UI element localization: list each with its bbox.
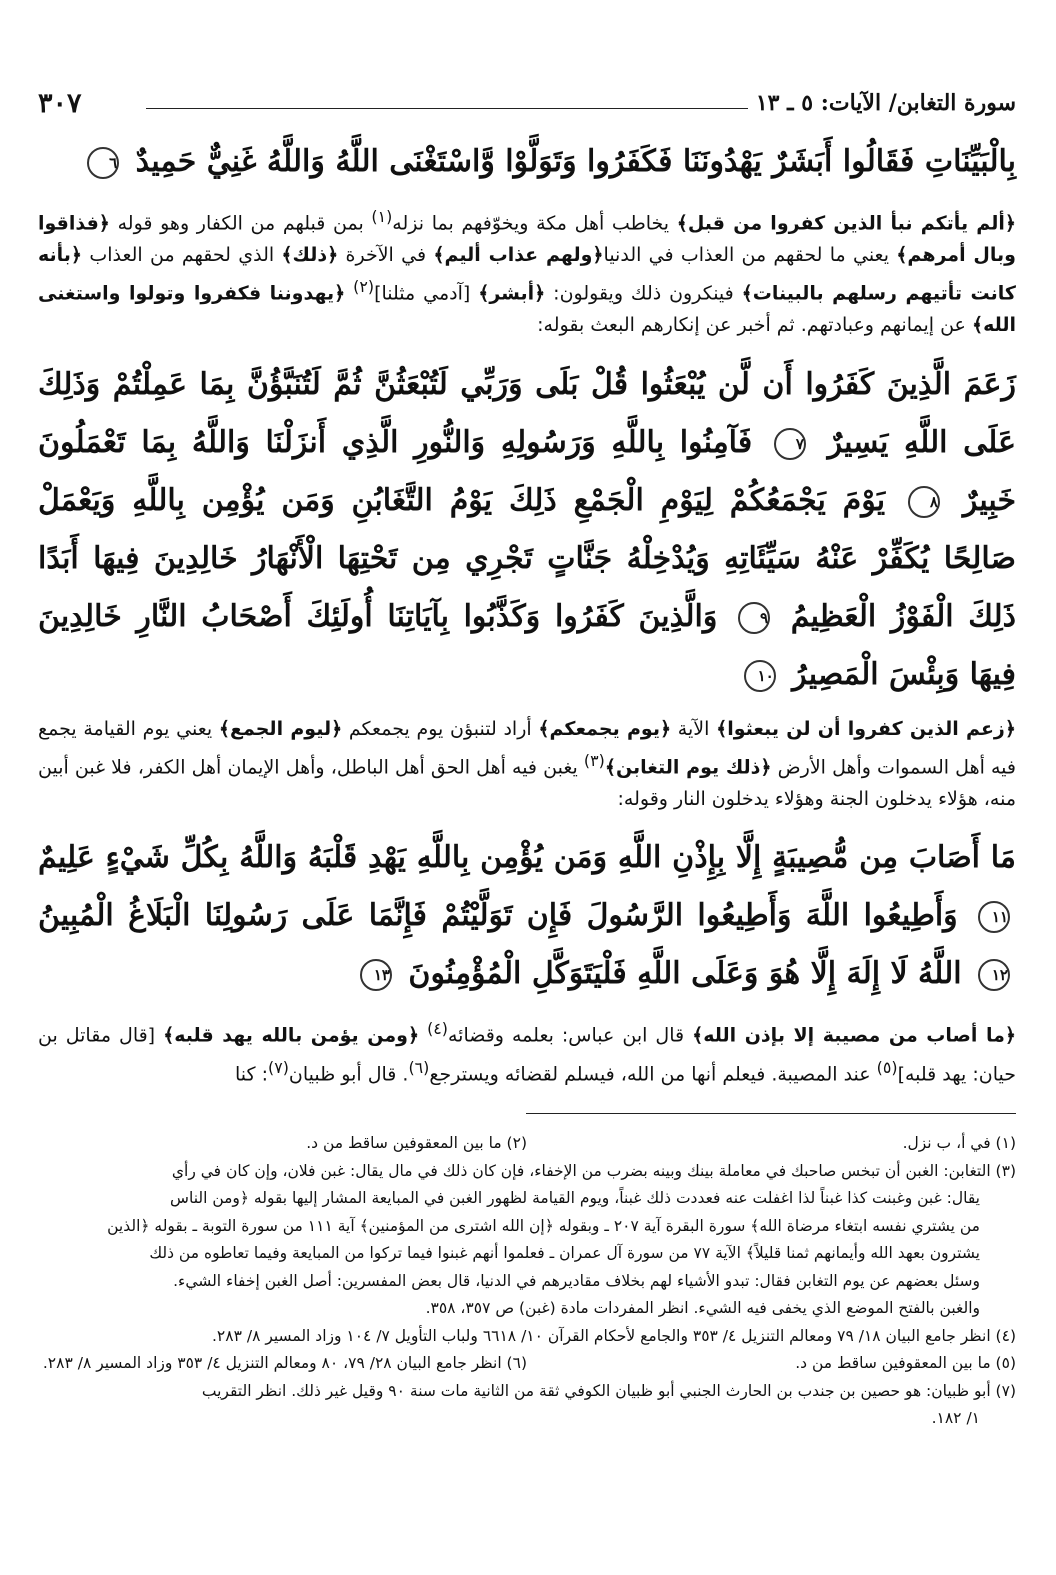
page-body [38,133,1016,1433]
commentary-text: [آدمي مثلنا] [374,282,479,305]
commentary-text: : كنا [235,1063,269,1086]
footnote: (٤) انظر جامع البيان ١٨/ ٧٩ ومعالم التنزيل ٤/ ٣٥٣ والجامع لأحكام القرآن ١٠/ ٦٦١٨ ولباب التأويل ٧/ ١٠٤ وزاد المسير ٨/ ٢٨٣. [211,1326,1016,1345]
commentary-text: بمن قبلهم من الكفار وهو قوله [109,212,372,235]
verse-end-marker: ٩ [738,602,770,634]
quote: ﴿ليوم الجمع﴾ [218,717,343,740]
verse-text: بِالْبَيِّنَاتِ فَقَالُوا أَبَشَرٌ يَهْدُونَنَا فَكَفَرُوا وَتَوَلَّوْا وَّاسْتَغْنَى اللَّهُ وَاللَّهُ غَنِيٌّ حَمِيدٌ [135,144,1016,179]
commentary-paragraph [38,201,1016,342]
commentary-text: [قال مقاتل بن حيان: يهد قلبه] [38,1024,1016,1086]
commentary-text [345,283,353,305]
footnote-continuation: يقال: غبن وغبنت كذا غبناً لذا اغفلت عنه فعددت ذلك غبناً، ويوم القيامة لظهور الغبن في المبايعة المشار إليها بقوله ﴿ومن الناس [170,1189,980,1208]
commentary-text [419,1025,427,1047]
verse-text: مَا أَصَابَ مِن مُّصِيبَةٍ إِلَّا بِإِذْنِ اللَّهِ وَمَن يُؤْمِن بِاللَّهِ يَهْدِ قَلْبَهُ وَاللَّهُ بِكُلِّ شَيْءٍ عَلِيمٌ [38,840,1016,876]
footnote: (١) في أ، ب نزل. [902,1134,1016,1153]
verse-block [38,133,1016,191]
commentary-text: يغبن فيه أهل الحق أهل الباطل، وأهل الإيمان أهل الكفر، فلا غبن أبين منه، هؤلاء يدخلون الجنة وهؤلاء يدخلون النار وقوله: [38,756,1016,810]
quote: ﴿ولهم عذاب أليم﴾ [433,243,604,266]
quote: ﴿يهدوننا فكفروا وتولوا واستغنى الله﴾ [38,282,1016,337]
footnote-ref: (٢) [353,277,375,297]
footnote: (٥) ما بين المعقوفين ساقط من د. [795,1354,1016,1373]
verse-text: اللَّهُ لَا إِلَهَ إِلَّا هُوَ وَعَلَى اللَّهِ فَلْيَتَوَكَّلِ الْمُؤْمِنُونَ [408,956,962,992]
commentary-text: يعني يوم القيامة يجمع فيه أهل السموات وأهل الأرض [38,717,1016,779]
footnotes [38,1130,1016,1433]
footnote-continuation: وسئل بعضهم عن يوم التغابن فقال: تبدو الأشياء لهم بخلاف مقاديرهم في الدنيا، قال بعض المفسرين: أصل الغبن إخفاء الشيء. [173,1271,980,1290]
footnote-continuation: يشترون بعهد الله وأيمانهم ثمنا قليلاً﴾ الآية ٧٧ من سورة آل عمران ـ فعلموا أنهم غبنوا فيما تركوا من المبايعة وفيما تعاطوه من ذلك [149,1244,980,1263]
footnote: (٧) أبو ظبيان: هو حصين بن جندب بن الحارث الجنبي أبو ظبيان الكوفي ثقة من الثانية مات سنة ٩٠ وقيل غير ذلك. انظر التقريب [201,1381,1016,1400]
commentary-text: الذي لحقهم من العذاب [82,243,282,266]
quote: ﴿فذاقوا وبال أمرهم﴾ [38,212,1016,266]
verse-text: وَالَّذِينَ كَفَرُوا وَكَذَّبُوا بِآيَاتِنَا أُولَئِكَ أَصْحَابُ النَّارِ خَالِدِينَ فِيهَا وَبِئْسَ الْمَصِيرُ [38,598,1016,692]
quote: ﴿ذلك﴾ [281,243,339,266]
footnote-continuation: من يشتري نفسه ابتغاء مرضاة الله﴾ سورة البقرة آية ٢٠٧ ـ وبقوله ﴿إن الله اشترى من المؤمنين﴾ آية ١١١ من سورة التوبة ـ بقوله ﴿الذين [107,1216,980,1235]
footnote-ref: (٦) [408,1058,430,1078]
verse-end-marker: ٦ [87,147,119,179]
commentary-text: عن إيمانهم وعبادتهم. ثم أخبر عن إنكارهم البعث بقوله: [537,314,972,337]
quote: ﴿زعم الذين كفروا أن لن يبعثوا﴾ [716,717,1017,740]
verse-text: يَوْمَ يَجْمَعُكُمْ لِيَوْمِ الْجَمْعِ ذَلِكَ يَوْمُ التَّغَابُنِ وَمَن يُؤْمِن بِاللَّهِ وَيَعْمَلْ صَالِحًا يُكَفِّرْ عَنْهُ سَيِّئَاتِهِ وَيُدْخِلْهُ جَنَّاتٍ تَجْرِي مِن تَحْتِهَا الْأَنْهَارُ خَالِدِينَ فِيهَا أَبَدًا ذَلِكَ الْفَوْزُ الْعَظِيمُ [38,482,1017,634]
commentary-paragraph [38,1013,1016,1091]
commentary-text: قال ابن عباس: بعلمه وقضائه [447,1024,693,1047]
quote: ﴿ما أصاب من مصيبة إلا بإذن الله﴾ [692,1024,1017,1047]
footnote-ref: (٣) [583,751,605,771]
surah-title: سورة التغابن/ الآيات: ٥ ـ ١٣ [755,90,1016,116]
commentary-text: عند المصيبة. فيعلم أنها من الله، فيسلم لقضائه ويسترجع [429,1063,877,1086]
footnote: (٢) ما بين المعقوفين ساقط من د. [306,1134,527,1153]
footnote: (٦) انظر جامع البيان ٢٨/ ٧٩، ٨٠ ومعالم التنزيل ٤/ ٣٥٣ وزاد المسير ٨/ ٢٨٣. [42,1354,527,1373]
verse-text: زَعَمَ الَّذِينَ كَفَرُوا أَن لَّن يُبْعَثُوا قُلْ بَلَى وَرَبِّي لَتُبْعَثُنَّ ثُمَّ لَتُنَبَّؤُنَّ بِمَا عَمِلْتُمْ وَذَلِكَ عَلَى اللَّهِ يَسِيرٌ [38,366,1017,460]
footnote-separator [526,1113,1016,1114]
verse-block [38,829,1016,1003]
page-header [30,88,1020,128]
page-number: ٣٠٧ [38,88,82,119]
footnote-ref: (٥) [876,1058,898,1078]
footnote-ref: (٤) [427,1019,448,1039]
commentary-paragraph [38,714,1016,816]
verse-text: وَأَطِيعُوا اللَّهَ وَأَطِيعُوا الرَّسُولَ فَإِن تَوَلَّيْتُمْ فَإِنَّمَا عَلَى رَسُولِنَا الْبَلَاغُ الْمُبِينُ [38,898,958,934]
quote: ﴿ذلك يوم التغابن﴾ [604,756,772,779]
verse-text: فَآمِنُوا بِاللَّهِ وَرَسُولِهِ وَالنُّورِ الَّذِي أَنزَلْنَا وَاللَّهُ بِمَا تَعْمَلُونَ خَبِيرٌ [38,424,1017,518]
footnote-continuation: والغبن بالفتح الموضع الذي يخفى فيه الشيء. انظر المفردات مادة (غبن) ص ٣٥٧، ٣٥٨. [425,1299,980,1318]
footnote: (٣) التغابن: الغبن أن تبخس صاحبك في معاملة بينك وبينه بضرب من الإخفاء، فإن كان ذلك في مال يقال: غبن فلان، وإن كان في رأي [171,1161,1016,1180]
verse-end-marker: ٨ [908,486,940,518]
footnote-ref: (١) [371,207,393,226]
verse-end-marker: ٧ [774,428,806,460]
quote: ﴿ألم يأتكم نبأ الذين كفروا من قبل﴾ [676,212,1016,235]
commentary-text: في الآخرة [338,243,434,266]
verse-end-marker: ١٣ [360,959,392,991]
verse-block [38,356,1016,704]
commentary-text: يعني ما لحقهم من العذاب في الدنيا [603,243,897,266]
footnote-continuation: ١/ ١٨٢. [931,1409,980,1428]
verse-end-marker: ١٠ [744,660,776,692]
commentary-text: أراد لتنبؤن يوم يجمعكم [342,717,539,740]
verse-end-marker: ١٢ [978,959,1010,991]
quote: ﴿أبشر﴾ [478,282,546,305]
footnote-ref: (٧) [268,1058,289,1078]
commentary-text: فينكرون ذلك ويقولون: [545,282,742,305]
quote: ﴿ومن يؤمن بالله يهد قلبه﴾ [163,1024,420,1047]
quote: ﴿بأنه كانت تأتيهم رسلهم بالبينات﴾ [38,243,1016,305]
commentary-text: . قال أبو ظبيان [288,1063,409,1086]
footnote-row [38,1130,1016,1158]
commentary-text: يخاطب أهل مكة ويخوّفهم بما نزله [392,212,677,235]
quote: ﴿يوم يجمعكم﴾ [538,717,672,740]
footnote-row [38,1350,1016,1378]
header-rule [146,108,748,109]
verse-end-marker: ١١ [978,901,1010,933]
commentary-text: الآية [671,717,717,740]
